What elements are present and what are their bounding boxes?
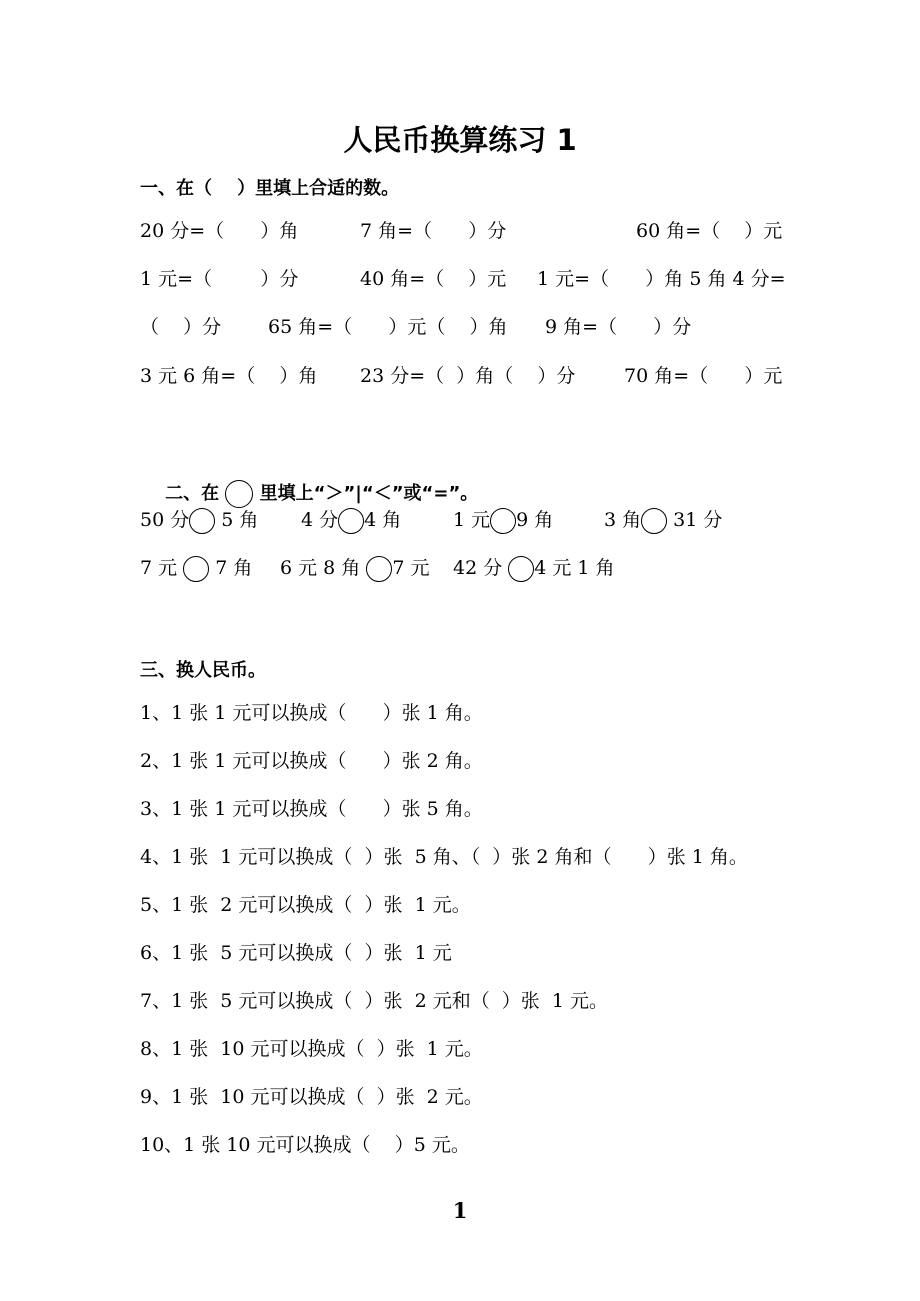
s2-item-right: 31 分 (667, 509, 723, 531)
s2-item-left: 7 元 (140, 557, 184, 579)
s1-r1-c3: 60 角=（ ）元 (636, 220, 783, 242)
s2-item-right: 7 角 (209, 557, 253, 579)
page-title: 人民币换算练习 1 (343, 123, 577, 157)
s1-r2-c1: 1 元=（ ）分 (140, 268, 299, 290)
s3-item-7: 7、1 张 5 元可以换成（ ）张 2 元和（ ）张 1 元。 (140, 990, 608, 1012)
s2-item-right: 4 元 1 角 (534, 557, 615, 579)
s3-item-10: 10、1 张 10 元可以换成（ ）5 元。 (140, 1134, 470, 1156)
section1-heading: 一、在（ ）里填上合适的数。 (140, 178, 400, 199)
s2-item-3 (453, 508, 553, 534)
s1-r3-c3: 9 角=（ ）分 (545, 316, 692, 338)
s1-r4-c3: 70 角=（ ）元 (624, 365, 783, 387)
s2-item-6 (280, 556, 429, 582)
s2-item-left: 3 角 (604, 509, 642, 531)
s2-item-right: 7 元 (392, 557, 430, 579)
s2-item-right: 5 角 (215, 509, 259, 531)
answer-circle-icon[interactable] (508, 556, 534, 582)
answer-circle-icon[interactable] (189, 508, 215, 534)
s1-r3-c1: （ ）分 (140, 316, 222, 338)
s3-item-5: 5、1 张 2 元可以换成（ ）张 1 元。 (140, 894, 471, 916)
answer-circle-icon[interactable] (338, 508, 364, 534)
s1-r4-c1: 3 元 6 角=（ ）角 (140, 365, 318, 387)
s3-item-9: 9、1 张 10 元可以换成（ ）张 2 元。 (140, 1086, 483, 1108)
s3-item-8: 8、1 张 10 元可以换成（ ）张 1 元。 (140, 1038, 483, 1060)
s2-item-left: 1 元 (453, 509, 491, 531)
s1-r2-c3: 1 元=（ ）角 5 角 4 分= (537, 268, 786, 290)
answer-circle-icon[interactable] (366, 556, 392, 582)
s1-r1-c1: 20 分=（ ）角 (140, 220, 299, 242)
s2-item-left: 50 分 (140, 509, 190, 531)
answer-circle-icon[interactable] (183, 556, 209, 582)
answer-circle-icon[interactable] (490, 508, 516, 534)
s2-item-left: 42 分 (453, 557, 509, 579)
s2-item-left: 6 元 8 角 (280, 557, 367, 579)
s2-item-4 (604, 508, 722, 534)
s2-item-5 (140, 556, 252, 582)
section2-heading-b: 里填上“＞”|“＜”或“=”。 (259, 483, 479, 504)
s2-item-7 (453, 556, 615, 582)
s2-item-right: 9 角 (516, 509, 554, 531)
s2-item-right: 4 角 (364, 509, 402, 531)
s1-r2-c2: 40 角=（ ）元 (360, 268, 507, 290)
s3-item-4: 4、1 张 1 元可以换成（ ）张 5 角、（ ）张 2 角和（ ）张 1 角。 (140, 846, 748, 868)
s1-r4-c2: 23 分=（ ）角（ ）分 (360, 365, 576, 387)
s2-item-1 (140, 508, 258, 534)
s3-item-2: 2、1 张 1 元可以换成（ ）张 2 角。 (140, 750, 483, 772)
section3-heading: 三、换人民币。 (140, 660, 266, 681)
s2-item-2 (301, 508, 401, 534)
answer-circle-icon[interactable] (641, 508, 667, 534)
s2-item-left: 4 分 (301, 509, 339, 531)
s1-r1-c2: 7 角=（ ）分 (360, 220, 507, 242)
blank-circle-icon (225, 480, 253, 508)
s3-item-1: 1、1 张 1 元可以换成（ ）张 1 角。 (140, 702, 483, 724)
s3-item-6: 6、1 张 5 元可以换成（ ）张 1 元 (140, 942, 452, 964)
s3-item-3: 3、1 张 1 元可以换成（ ）张 5 角。 (140, 798, 483, 820)
page-number: 1 (452, 1198, 468, 1223)
s1-r3-c2: 65 角=（ ）元（ ）角 (268, 316, 508, 338)
section2-heading-a: 二、在 (165, 483, 220, 504)
